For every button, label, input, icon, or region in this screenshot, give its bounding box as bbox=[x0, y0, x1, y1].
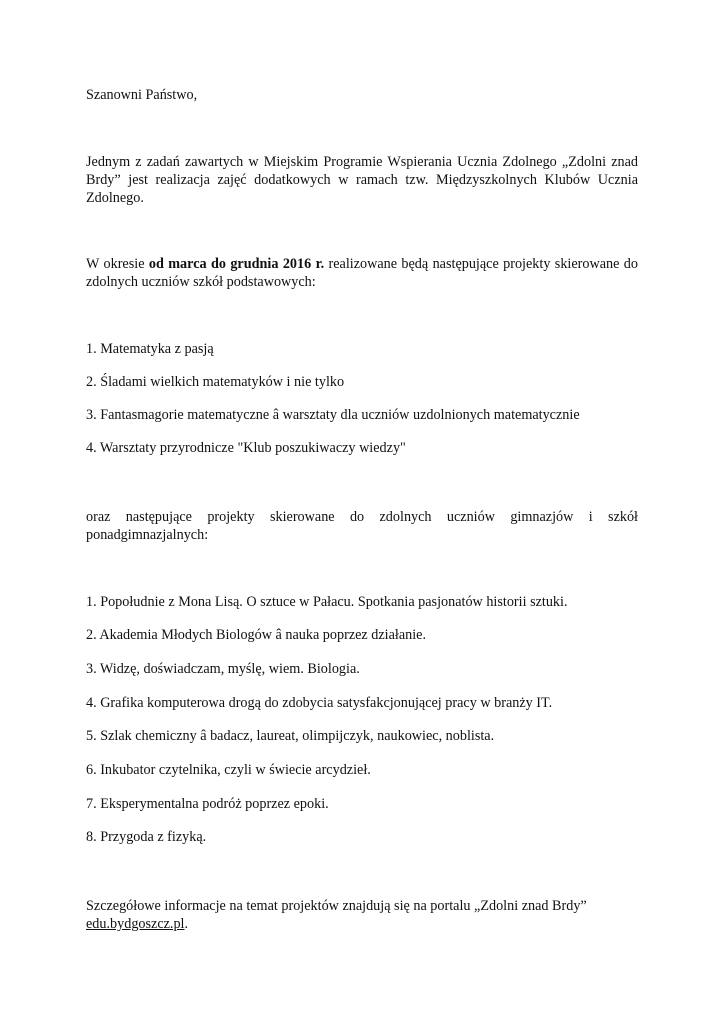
portal-link[interactable]: edu.bydgoszcz.pl bbox=[86, 916, 185, 932]
secondary-project-item: 6. Inkubator czytelnika, czyli w świecie arcydzieł. bbox=[86, 762, 371, 778]
period-suffix: realizowane będą następujące projekty skierowane do zdolnych uczniów szkół podstawowych: bbox=[86, 256, 638, 290]
secondary-project-item: 3. Widzę, doświadczam, myślę, wiem. Biologia. bbox=[86, 661, 360, 677]
secondary-project-item: 2. Akademia Młodych Biologów â nauka poprzez działanie. bbox=[86, 627, 427, 643]
intro-paragraph: Jednym z zadań zawartych w Miejskim Programie Wspierania Ucznia Zdolnego „Zdolni znad Brdy” jest realizacja zajęć dodatkowych w ramach tzw. Międzyszkolnych Klubów Ucznia Zdolnego. bbox=[86, 154, 638, 206]
closing-paragraph: Szczegółowe informacje na temat projektów znajdują się na portalu „Zdolni znad Brdy” bbox=[86, 898, 587, 914]
secondary-intro-paragraph: oraz następujące projekty skierowane do zdolnych uczniów gimnazjów i szkół ponadgimnazjalnych: bbox=[86, 509, 638, 543]
closing-period: . bbox=[184, 916, 189, 932]
primary-project-item: 3. Fantasmagorie matematyczne â warsztaty dla uczniów uzdolnionych matematycznie bbox=[86, 407, 580, 423]
period-prefix: W okresie bbox=[86, 256, 149, 272]
closing-link-line bbox=[86, 915, 188, 933]
secondary-project-item: 4. Grafika komputerowa drogą do zdobycia satysfakcjonującej pracy w branży IT. bbox=[86, 695, 553, 711]
period-paragraph bbox=[86, 255, 638, 291]
primary-project-item: 4. Warsztaty przyrodnicze "Klub poszukiwaczy wiedzy" bbox=[86, 440, 406, 456]
primary-project-item: 2. Śladami wielkich matematyków i nie tylko bbox=[86, 374, 345, 390]
secondary-project-item: 1. Popołudnie z Mona Lisą. O sztuce w Pałacu. Spotkania pasjonatów historii sztuki. bbox=[86, 594, 568, 610]
period-dates: od marca do grudnia 2016 r. bbox=[148, 256, 325, 272]
greeting: Szanowni Państwo, bbox=[86, 87, 198, 103]
secondary-project-item: 8. Przygoda z fizyką. bbox=[86, 829, 207, 845]
secondary-project-item: 5. Szlak chemiczny â badacz, laureat, olimpijczyk, naukowiec, noblista. bbox=[86, 728, 495, 744]
primary-project-item: 1. Matematyka z pasją bbox=[86, 341, 214, 357]
secondary-project-item: 7. Eksperymentalna podróż poprzez epoki. bbox=[86, 796, 329, 812]
